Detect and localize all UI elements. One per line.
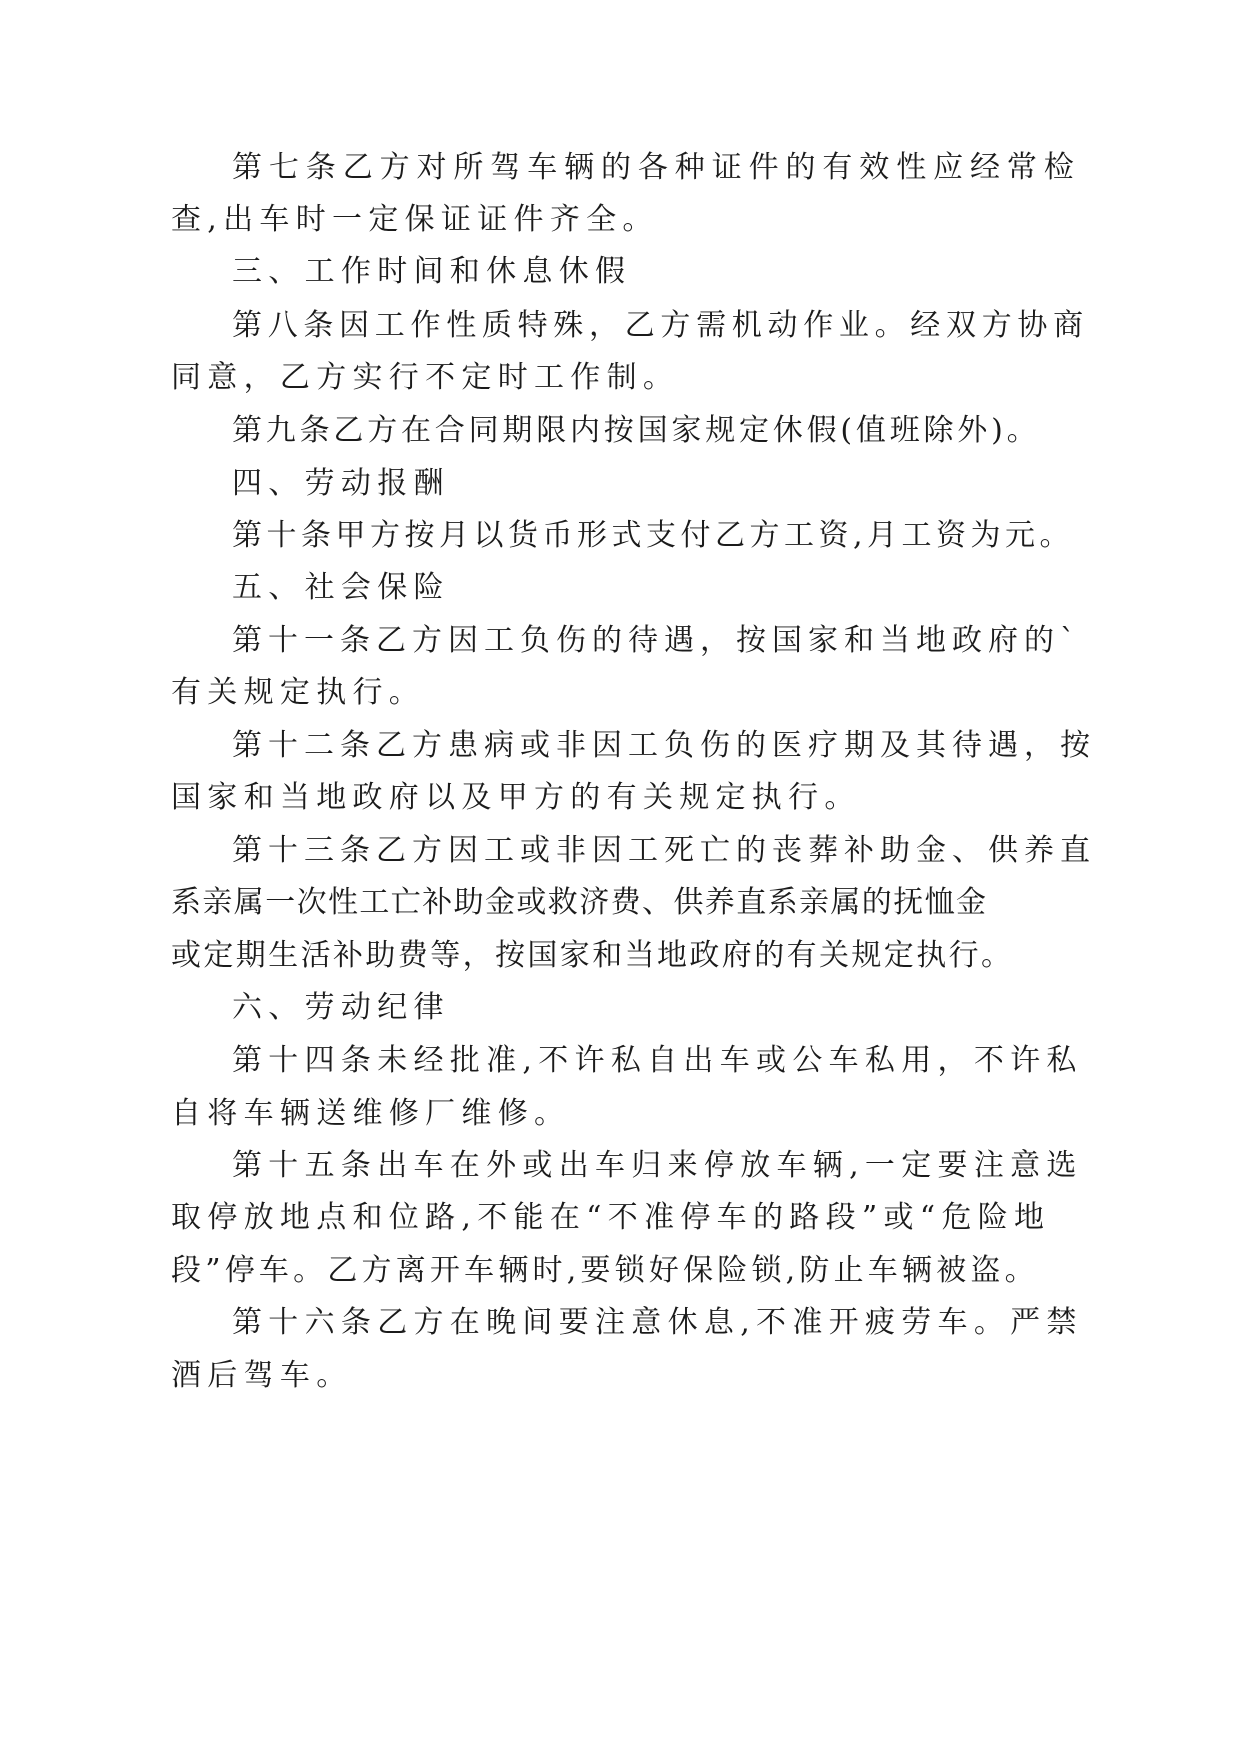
text-line: 第十三条乙方因工或非因工死亡的丧葬补助金、供养直 xyxy=(232,833,1096,868)
text-line: 第十四条未经批准,不许私自出车或公车私用，不许私 xyxy=(232,1043,1083,1078)
text-line: 酒后驾车。 xyxy=(171,1358,353,1393)
text-line: 查,出车时一定保证证件齐全。 xyxy=(171,202,659,237)
text-line: 第十条甲方按月以货币形式支付乙方工资,月工资为元。 xyxy=(232,518,1075,553)
section-heading: 六、劳动纪律 xyxy=(232,990,450,1025)
text-line: 第七条乙方对所驾车辆的各种证件的有效性应经常检 xyxy=(232,150,1081,185)
text-line: 第十五条出车在外或出车归来停放车辆,一定要注意选 xyxy=(232,1148,1083,1183)
text-line: 国家和当地政府以及甲方的有关规定执行。 xyxy=(171,780,861,815)
section-heading: 四、劳动报酬 xyxy=(232,466,450,501)
text-line: 段”停车。乙方离开车辆时,要锁好保险锁,防止车辆被盗。 xyxy=(171,1253,1039,1288)
text-line: 第十一条乙方因工负伤的待遇，按国家和当地政府的` xyxy=(232,623,1081,658)
text-line: 第十六条乙方在晚间要注意休息,不准开疲劳车。严禁 xyxy=(232,1305,1083,1340)
text-line: 同意，乙方实行不定时工作制。 xyxy=(171,360,680,395)
section-heading: 三、工作时间和休息休假 xyxy=(232,254,632,289)
text-line: 自将车辆送维修厂维修。 xyxy=(171,1096,571,1131)
text-line: 第十二条乙方患病或非因工负伤的医疗期及其待遇，按 xyxy=(232,728,1096,763)
text-line: 或定期生活补助费等，按国家和当地政府的有关规定执行。 xyxy=(171,938,1014,973)
text-line: 第八条因工作性质特殊，乙方需机动作业。经双方协商 xyxy=(232,308,1089,343)
text-line: 第九条乙方在合同期限内按国家规定休假(值班除外)。 xyxy=(232,413,1041,448)
text-line: 取停放地点和位路,不能在“不准停车的路段”或“危险地 xyxy=(171,1200,1051,1235)
text-line: 有关规定执行。 xyxy=(171,675,426,710)
section-heading: 五、社会保险 xyxy=(232,570,450,605)
text-line: 系亲属一次性工亡补助金或救济费、供养直系亲属的抚恤金 xyxy=(171,885,988,920)
